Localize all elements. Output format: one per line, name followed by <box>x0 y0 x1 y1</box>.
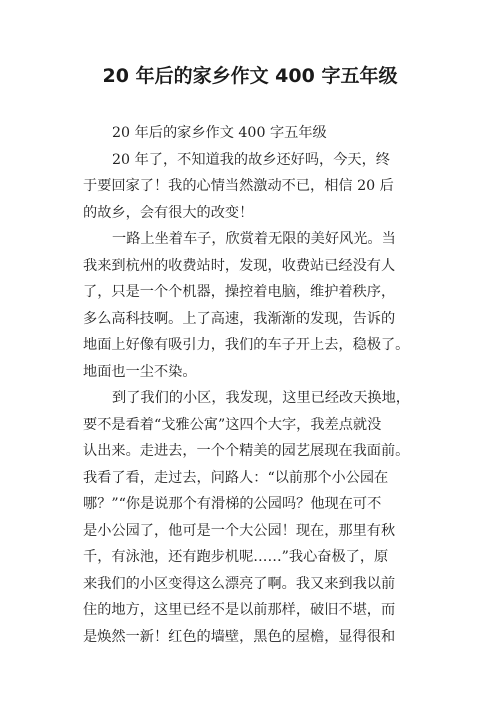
text-line: 地面也一尘不染。 <box>83 363 197 380</box>
text-line: 了，只是一个个机器，操控着电脑，维护着秩序， <box>83 284 396 300</box>
text-line: 哪？”“你是说那个有滑梯的公园吗？他现在可不 <box>83 496 382 512</box>
text-line: 是焕然一新！红色的墙壁，黑色的屋檐，显得很和 <box>83 628 396 645</box>
text-line: 的故乡，会有很大的改变！ <box>83 204 254 221</box>
document-body <box>83 120 423 650</box>
text-line: 一路上坐着车子，欣赏着无限的美好风光。当 <box>112 231 396 247</box>
text-line: 我看了看，走过去，问路人：“以前那个小公园在 <box>83 469 389 486</box>
document-title: 20 年后的家乡作文 400 字五年级 <box>102 65 398 87</box>
text-line: 来我们的小区变得这么漂亮了啊。我又来到我以前 <box>83 575 396 592</box>
text-line: 于要回家了！我的心情当然激动不已，相信 20 后 <box>83 178 394 194</box>
text-line: 认出来。走进去，一个个精美的园艺展现在我面前。 <box>83 443 410 459</box>
text-line: 千，有泳池，还有跑步机呢……”我心奋极了，原 <box>83 549 389 565</box>
text-line: 地面上好像有吸引力，我们的车子开上去，稳极了。 <box>83 337 410 353</box>
text-line: 是小公园了，他可是一个大公园！现在，那里有秋 <box>83 522 396 539</box>
text-line: 20 年了，不知道我的故乡还好吗，今天，终 <box>112 151 390 168</box>
text-line: 20 年后的家乡作文 400 字五年级 <box>112 125 327 141</box>
text-line: 我来到杭州的收费站时，发现，收费站已经没有人 <box>83 257 396 274</box>
text-line: 到了我们的小区，我发现，这里已经改天换地， <box>112 390 410 406</box>
text-line: 多么高科技啊。上了高速，我渐渐的发现，告诉的 <box>83 310 396 327</box>
text-line: 要不是看着“戈雅公寓”这四个大字，我差点就没 <box>83 416 382 433</box>
text-line: 住的地方，这里已经不是以前那样，破旧不堪，而 <box>83 602 396 618</box>
